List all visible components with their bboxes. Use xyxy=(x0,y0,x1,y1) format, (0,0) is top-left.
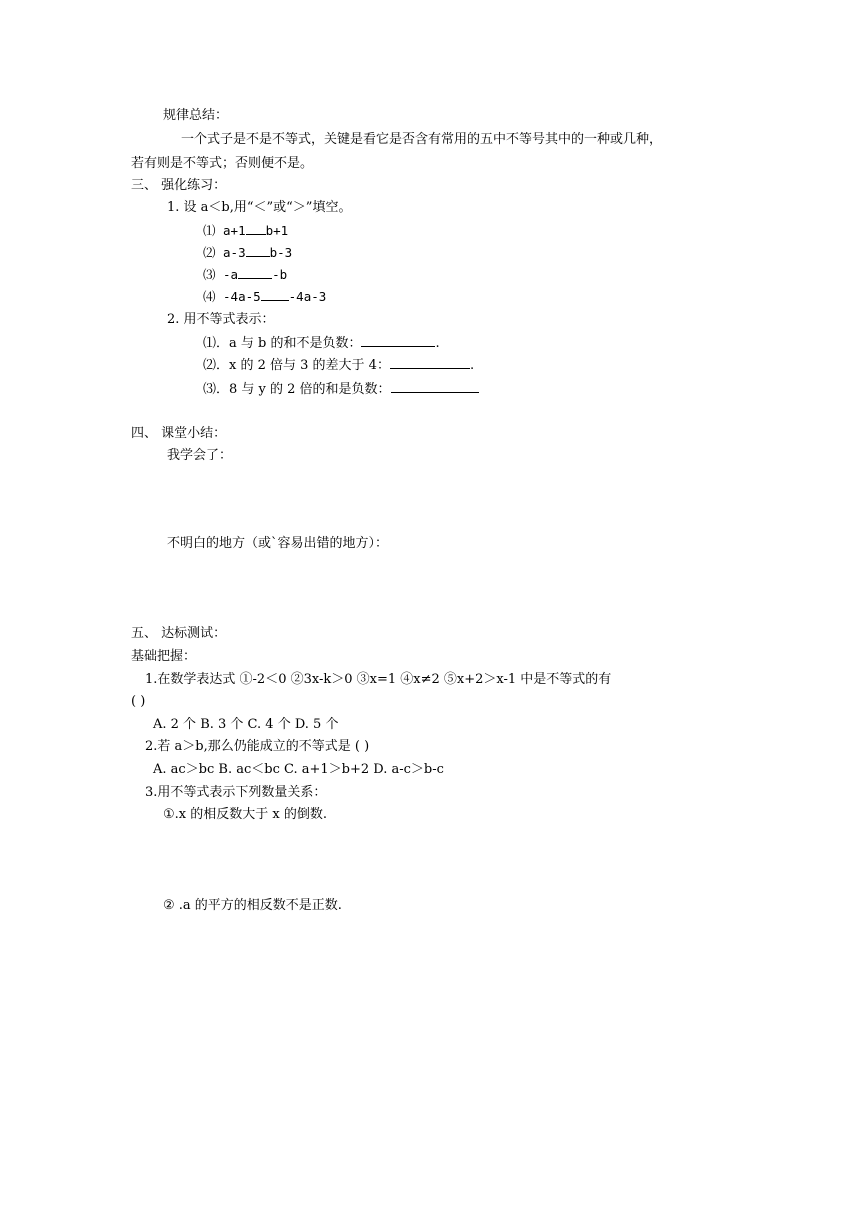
q2-item-2 xyxy=(203,355,474,375)
test-q2-options: A. ac＞bc B. ac＜bc C. a+1＞b+2 D. a-c＞b-c xyxy=(153,762,444,777)
q1-item-3 xyxy=(203,265,287,284)
test-q1-line-1: 1.在数学表达式 ①-2＜0 ②3x-k＞0 ③x=1 ④x≠2 ⑤x+2＞x-1 中是不等式的有 xyxy=(145,672,612,687)
test-q3-b: ② .a 的平方的相反数不是正数. xyxy=(163,898,342,913)
q2-item-1 xyxy=(203,333,440,353)
section-3-q2-stem: 2. 用不等式表示： xyxy=(167,312,275,327)
test-q2-line-1: 2.若 a＞b,那么仍能成立的不等式是 ( ) xyxy=(145,739,370,754)
rule-summary-line-2: 若有则是不等式；否则便不是。 xyxy=(131,156,314,171)
section-4-title: 四、 课堂小结： xyxy=(131,426,227,441)
test-q3-a: ①.x 的相反数大于 x 的倒数. xyxy=(163,807,327,822)
q2-item-1-blank[interactable] xyxy=(361,333,435,347)
section-3-title: 三、 强化练习： xyxy=(131,178,227,193)
test-q1-options: A. 2 个 B. 3 个 C. 4 个 D. 5 个 xyxy=(153,717,339,732)
q2-item-3 xyxy=(203,379,479,399)
q2-item-2-tail: . xyxy=(469,358,475,373)
section-4-learned: 我学会了： xyxy=(167,448,233,463)
q2-item-1-tail: . xyxy=(435,336,440,351)
q1-item-1-blank[interactable] xyxy=(246,221,266,235)
q1-item-4-blank[interactable] xyxy=(261,287,289,301)
section-5-basic: 基础把握： xyxy=(131,649,197,664)
rule-summary-line-1: 一个式子是不是不等式，关键是看它是否含有常用的五中不等号其中的一种或几种， xyxy=(181,132,663,147)
q1-item-2-pre: ⑵ a-3 xyxy=(203,245,246,260)
test-q3-stem: 3.用不等式表示下列数量关系： xyxy=(145,785,327,800)
q1-item-2-blank[interactable] xyxy=(246,243,270,257)
q2-item-2-blank[interactable] xyxy=(390,355,470,369)
q2-item-2-text: ⑵．x 的 2 倍与 3 的差大于 4： xyxy=(203,358,390,373)
q1-item-2-post: b-3 xyxy=(269,245,293,260)
q1-item-1-post: b+1 xyxy=(265,223,289,238)
section-4-unclear: 不明白的地方（或`容易出错的地方）： xyxy=(167,536,389,551)
section-3-q1-stem: 1. 设 a＜b,用“＜”或“＞”填空。 xyxy=(167,200,352,215)
q1-item-4-pre: ⑷ -4a-5 xyxy=(203,289,261,304)
q1-item-4-post: -4a-3 xyxy=(288,289,327,304)
q1-item-3-blank[interactable] xyxy=(238,265,272,279)
q1-item-2 xyxy=(203,243,292,262)
q2-item-3-blank[interactable] xyxy=(391,379,479,393)
rule-summary-heading: 规律总结： xyxy=(163,108,229,123)
q2-item-3-text: ⑶．8 与 y 的 2 倍的和是负数： xyxy=(203,382,391,397)
q2-item-1-text: ⑴．a 与 b 的和不是负数： xyxy=(203,336,362,351)
q1-item-4 xyxy=(203,287,326,306)
q1-item-1-pre: ⑴ a+1 xyxy=(203,223,246,238)
q1-item-3-pre: ⑶ -a xyxy=(203,267,239,282)
test-q1-line-2: ( ) xyxy=(131,694,146,709)
q1-item-1 xyxy=(203,221,288,240)
section-5-title: 五、 达标测试： xyxy=(131,626,227,641)
q1-item-3-post: -b xyxy=(272,267,288,282)
